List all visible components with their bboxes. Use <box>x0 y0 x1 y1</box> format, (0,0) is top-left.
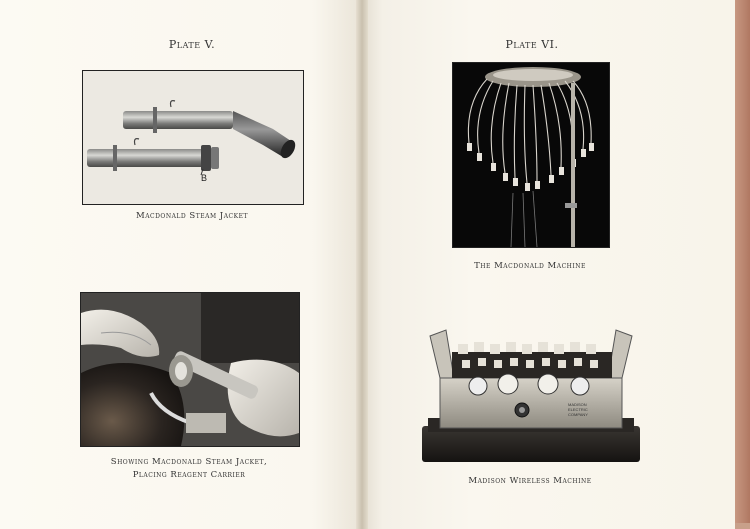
steam-jacket-photo <box>82 70 304 205</box>
figure-caption: Macdonald Steam Jacket <box>135 211 248 221</box>
figure-caption: Madison Wireless Machine <box>468 476 592 486</box>
madison-machine-photo <box>418 322 644 464</box>
right-page <box>360 0 735 529</box>
figure-caption-line2: Placing Reagent Carrier <box>132 470 246 480</box>
plate-title: Plate VI. <box>505 38 559 51</box>
figure-label-b: B <box>201 173 208 183</box>
book-gutter <box>356 0 368 529</box>
macdonald-machine-photo <box>452 62 610 248</box>
figure-caption-line1: Showing Macdonald Steam Jacket, <box>110 457 268 467</box>
reagent-carrier-photo <box>80 292 300 447</box>
left-page <box>0 0 367 529</box>
plate-title: Plate V. <box>168 38 216 51</box>
book-cover-edge <box>734 0 750 529</box>
machine-nameplate: MADISON ELECTRIC COMPANY <box>568 402 588 417</box>
figure-caption: The Macdonald Machine <box>474 261 586 271</box>
